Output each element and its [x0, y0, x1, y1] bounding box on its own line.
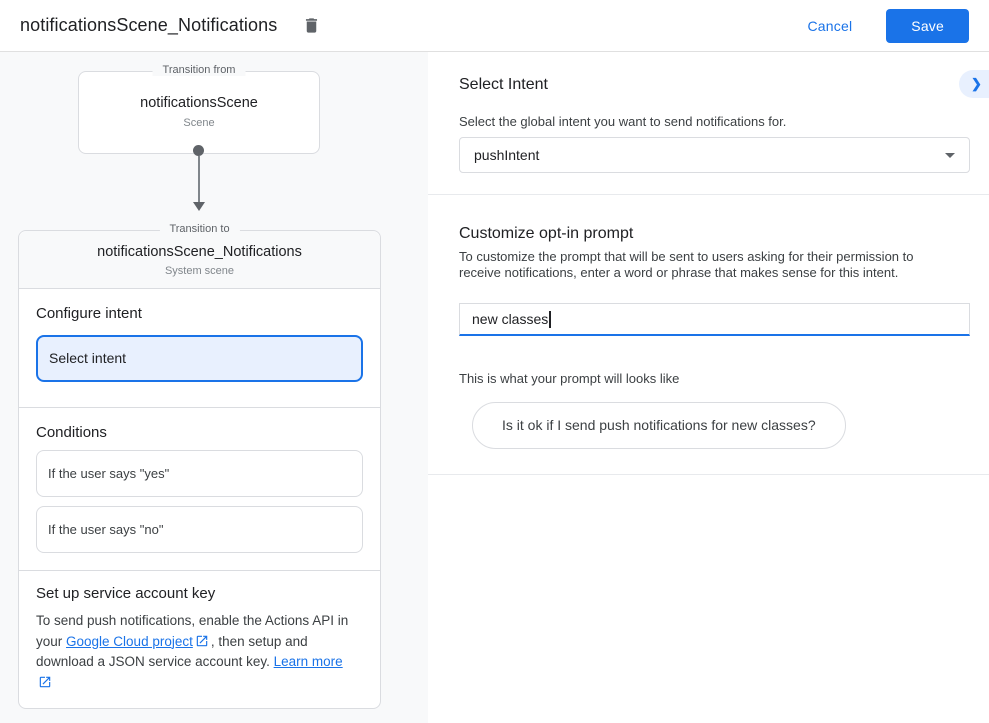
intent-dropdown-value: pushIntent	[474, 147, 540, 163]
transition-from-legend: Transition from	[153, 64, 246, 76]
service-account-section	[19, 571, 380, 703]
scene-diagram-pane	[0, 52, 428, 723]
select-intent-chip[interactable]: Select intent	[36, 335, 363, 382]
opt-in-prompt-input[interactable]	[459, 303, 970, 336]
learn-more-link[interactable]: Learn more	[273, 654, 343, 669]
settings-pane	[428, 52, 989, 723]
service-account-text	[36, 611, 363, 703]
to-scene-name: notificationsScene_Notifications	[97, 244, 302, 260]
configure-intent-title: Configure intent	[36, 305, 142, 322]
select-intent-description: Select the global intent you want to send notifications for.	[459, 114, 787, 129]
service-account-title: Set up service account key	[36, 585, 216, 602]
save-button[interactable]: Save	[886, 9, 969, 43]
opt-in-prompt-value: new classes	[472, 311, 549, 327]
transition-to-legend: Transition to	[159, 223, 239, 235]
transition-to-header	[19, 231, 380, 289]
transition-to-card	[18, 223, 381, 709]
conditions-section	[19, 408, 380, 571]
prompt-preview-bubble: Is it ok if I send push notifications for new classes?	[472, 402, 846, 449]
transition-from-node[interactable]	[78, 64, 320, 154]
connector-dot	[193, 145, 204, 156]
text-cursor	[549, 311, 551, 328]
conditions-title: Conditions	[36, 424, 107, 441]
trash-icon	[302, 16, 321, 35]
select-intent-panel-section	[428, 52, 989, 195]
cancel-button[interactable]: Cancel	[807, 17, 853, 34]
select-intent-heading: Select Intent	[459, 76, 548, 93]
service-account-text-2: , then setup and download a JSON service account key.	[36, 633, 308, 669]
dropdown-caret-icon	[945, 153, 955, 158]
main-area	[0, 52, 989, 723]
external-link-icon	[38, 675, 52, 689]
google-cloud-project-link[interactable]: Google Cloud project	[66, 633, 193, 649]
service-account-text-1: To send push notifications, enable the Actions API in your	[36, 613, 349, 649]
connector-arrowhead-icon	[193, 202, 205, 211]
opt-in-heading: Customize opt-in prompt	[459, 225, 634, 242]
prompt-preview-label: This is what your prompt will looks like	[459, 371, 680, 386]
top-bar	[0, 0, 989, 52]
from-scene-type: Scene	[183, 117, 215, 129]
intent-dropdown[interactable]	[459, 137, 970, 173]
collapse-panel-button[interactable]	[959, 70, 989, 98]
external-link-icon	[195, 634, 209, 648]
connector-line	[198, 156, 200, 202]
condition-item-no[interactable]: If the user says "no"	[36, 506, 363, 553]
to-scene-type: System scene	[164, 265, 235, 277]
configure-intent-section	[19, 289, 380, 408]
page-title: notificationsScene_Notifications	[20, 15, 278, 35]
topbar-actions	[808, 9, 970, 43]
opt-in-panel-section	[428, 195, 989, 475]
condition-item-yes[interactable]: If the user says "yes"	[36, 450, 363, 497]
from-scene-name: notificationsScene	[140, 95, 258, 111]
opt-in-description: To customize the prompt that will be sent to users asking for their permission to receive notifications, enter a word or phrase that makes sense for this intent.	[459, 249, 914, 280]
delete-scene-button[interactable]	[299, 14, 323, 38]
chevron-right-icon: ❯	[971, 76, 982, 91]
